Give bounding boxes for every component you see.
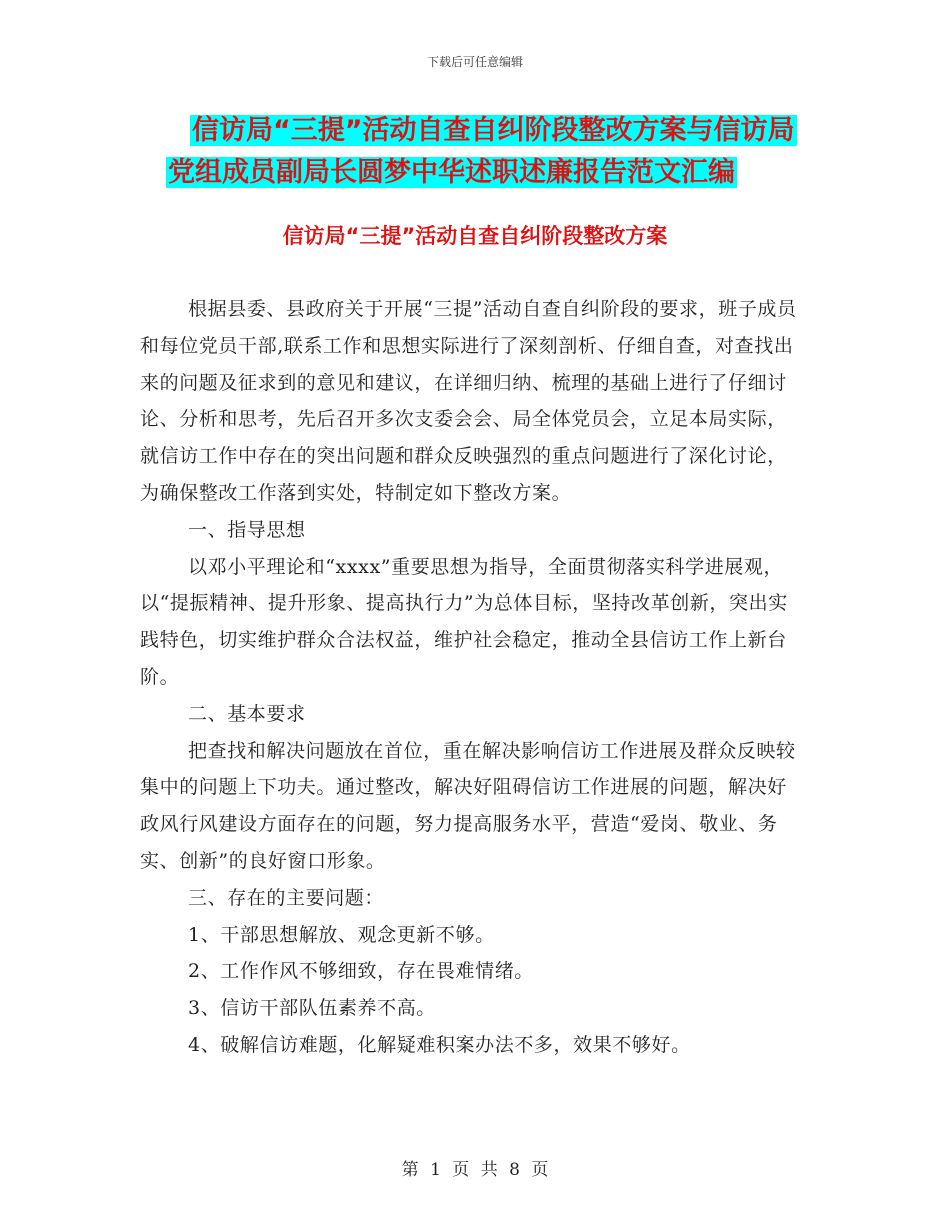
document-body <box>140 291 800 1064</box>
page-header-note: 下载后可任意编辑 <box>426 55 523 69</box>
intro-paragraph: 根据县委、县政府关于开展“三提”活动自查自纠阶段的要求，班子成员和每位党员干部,联系工作和思想实际进行了深刻剖析、仔细自查，对查找出来的问题及征求到的意见和建议，在详细归纳、梳理的基础上进行了仔细讨论、分析和思考，先后召开多次支委会会、局全体党员会，立足本局实际，就信访工作中存在的突出问题和群众反映强烈的重点问题进行了深化讨论，为确保整改工作落到实处，特制定如下整改方案。 <box>140 298 797 504</box>
heading-guiding-thought: 一、指导思想 <box>188 518 306 541</box>
document-title <box>168 110 830 194</box>
section-title: 信访局“三提”活动自查自纠阶段整改方案 <box>282 224 668 248</box>
heading-basic-requirements: 二、基本要求 <box>188 702 306 725</box>
document-title-line-1: 信访局“三提”活动自查自纠阶段整改方案与信访局 <box>192 115 795 146</box>
page-number-footer: 第 1 页 共 8 页 <box>401 1160 549 1180</box>
list-item: 4、破解信访难题，化解疑难积案办法不多，效果不够好。 <box>188 1033 691 1056</box>
list-item: 3、信访干部队伍素养不高。 <box>188 997 436 1020</box>
list-item: 1、干部思想解放、观念更新不够。 <box>188 923 495 946</box>
guiding-thought-paragraph: 以邓小平理论和“xxxx”重要思想为指导，全面贯彻落实科学进展观，以“提振精神、提升形象、提高执行力”为总体目标，坚持改革创新，突出实践特色，切实维护群众合法权益，维护社会稳定，推动全县信访工作上新台阶。 <box>140 555 788 688</box>
document-title-line-2: 党组成员副局长圆梦中华述职述廉报告范文汇编 <box>168 157 735 188</box>
list-item: 2、工作作风不够细致，存在畏难情绪。 <box>188 960 534 983</box>
heading-main-problems: 三、存在的主要问题： <box>188 886 385 909</box>
basic-requirements-paragraph: 把查找和解决问题放在首位，重在解决影响信访工作进展及群众反映较集中的问题上下功夫。通过整改，解决好阻碍信访工作进展的问题，解决好政风行风建设方面存在的问题，努力提高服务水平，营造“爱岗、敬业、务实、创新”的良好窗口形象。 <box>140 739 796 872</box>
